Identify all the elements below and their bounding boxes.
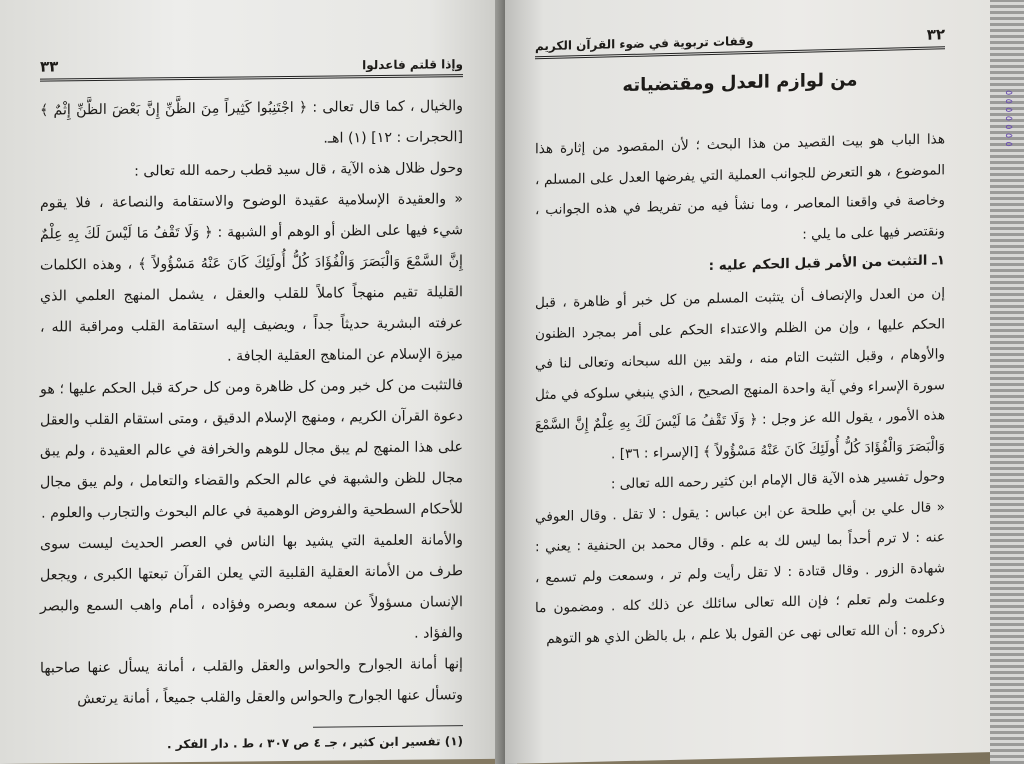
footnote-divider xyxy=(313,725,463,728)
left-paragraph-3: « والعقيدة الإسلامية عقيدة الوضوح والاستقامة والنصاعة ، فلا يقوم شيء فيها على الظن أو الوهم أو الشبهة : ﴿ وَلَا تَقْفُ مَا لَيْسَ لَكَ بِهِ عِلْمٌ إِنَّ السَّمْعَ وَالْبَصَرَ وَالْفُؤَادَ كُلُّ أُولَئِكَ كَانَ عَنْهُ مَسْؤُولاً ﴾ ، وهذه الكلمات القليلة تقيم منهجاً كاملاً للقلب والعقل ، يشمل المنهج العلمي الذي عرفته البشرية حديثاً جداً ، ويضيف إليه استقامة القلب ومراقبة الله ، ميزة الإسلام عن المناهج العقلية الجافة . xyxy=(40,191,463,365)
right-page xyxy=(505,0,990,764)
left-page-header xyxy=(40,53,463,81)
left-paragraph-1: والخيال ، كما قال تعالى : ﴿ اجْتَنِبُوا كَثِيراً مِنَ الظَّنِّ إِنَّ بَعْضَ الظَّنِّ إِثْمٌ ﴾ [الحجرات : ١٢] (١) اهـ. xyxy=(40,98,463,147)
right-intro: هذا الباب هو بيت القصيد من هذا البحث ؛ لأن المقصود من إثارة هذا الموضوع ، هو التعرض للجوانب العملية التي يفرضها العدل على المسلم ، وخاصة في واقعنا المعاصر ، وما نشأ فيه من تفريط في هذه الجوانب ، ونقتصر فيها على ما يلي : xyxy=(535,131,945,243)
section-title: من لوازم العدل ومقتضياته xyxy=(622,69,858,97)
right-subhead: ١ـ التثبت من الأمر قبل الحكم عليه : xyxy=(708,252,945,275)
book-cover-edge xyxy=(990,0,1024,764)
right-header-title: وقفات تربوية في ضوء القرآن الكريم xyxy=(535,33,754,54)
left-paragraph-4: فالتثبت من كل خبر ومن كل ظاهرة ومن كل حركة قبل الحكم عليها ؛ هو دعوة القرآن الكريم ، ومنهج الإسلام الدقيق ، ومتى استقام القلب والعقل على هذا المنهج لم يبق مجال للوهم والخرافة في عالم العقيدة ، ولم يبق مجال للظن والشبهة في عالم الحكم والقضاء والتعامل ، ولم يبق مجال للأحكام السطحية والفروض الوهمية في عالم البحوث والتجارب والعلوم . xyxy=(40,377,463,522)
right-paragraph-3: « قال علي بن أبي طلحة عن ابن عباس : يقول : لا تقل . وقال العوفي عنه : لا ترم أحداً بما ليس لك به علم . وقال محمد بن الحنفية : يعني : شهادة الزور . وقال قتادة : لا تقل رأيت ولم تر ، وسمعت ولم تسمع ، وعلمت ولم تعلم ؛ فإن الله تعالى سائلك عن ذلك كله . ومضمون ما ذكروه : أن الله تعالى نهى عن القول بلا علم ، بل بالظن الذي هو التوهم xyxy=(535,498,945,647)
left-page xyxy=(0,0,505,764)
left-paragraph-6: إنها أمانة الجوارح والحواس والعقل والقلب ، أمانة يسأل عنها صاحبها وتسأل عنها الجوارح والحواس والعقل والقلب جميعاً ، أمانة يرتعش xyxy=(40,656,463,708)
left-footnote: (١) تفسير ابن كثير ، جـ ٤ ص ٣٠٧ ، ط . دار الفكر . xyxy=(167,734,463,752)
right-page-header xyxy=(535,25,945,59)
right-page-number: ٣٢ xyxy=(926,25,945,44)
left-paragraph-2: وحول ظلال هذه الآية ، قال سيد قطب رحمه الله تعالى : xyxy=(134,160,463,180)
right-paragraph-2: وحول تفسير هذه الآية قال الإمام ابن كثير رحمه الله تعالى : xyxy=(610,468,945,493)
left-header-title: وإذا قلتم فاعدلوا xyxy=(362,57,463,73)
left-page-number: ٣٣ xyxy=(40,57,59,76)
handwritten-marks: ٥ ٥ ٥ ٥ ٥ ٥ ٥ xyxy=(1003,90,1014,147)
left-paragraph-5: والأمانة العلمية التي يشيد بها الناس في العصر الحديث ليست سوى طرف من الأمانة العقلية القلبية التي يعلن القرآن تبعتها الكبرى ، ويجعل الإنسان مسؤولاً عن سمعه وبصره وفؤاده ، أمام واهب السمع والبصر والفؤاد . xyxy=(40,532,463,642)
right-paragraph-1: إن من العدل والإنصاف أن يتثبت المسلم من كل خبر أو ظاهرة ، قبل الحكم عليها ، وإن من الظلم والاعتداء الحكم على أمر بمجرد الظنون والأوهام ، وقبل التثبت التام منه ، ولقد بين الله سبحانه وتعالى لنا في سورة الإسراء وفي آية واحدة المنهج الصحيح ، الذي ينبغي سلوكه في مثل هذه الأمور ، يقول الله عز وجل : ﴿ وَلَا تَقْفُ مَا لَيْسَ لَكَ بِهِ عِلْمٌ إِنَّ السَّمْعَ وَالْبَصَرَ وَالْفُؤَادَ كُلُّ أُولَئِكَ كَانَ عَنْهُ مَسْؤُولاً ﴾ [الإسراء : ٣٦] . xyxy=(535,285,945,462)
